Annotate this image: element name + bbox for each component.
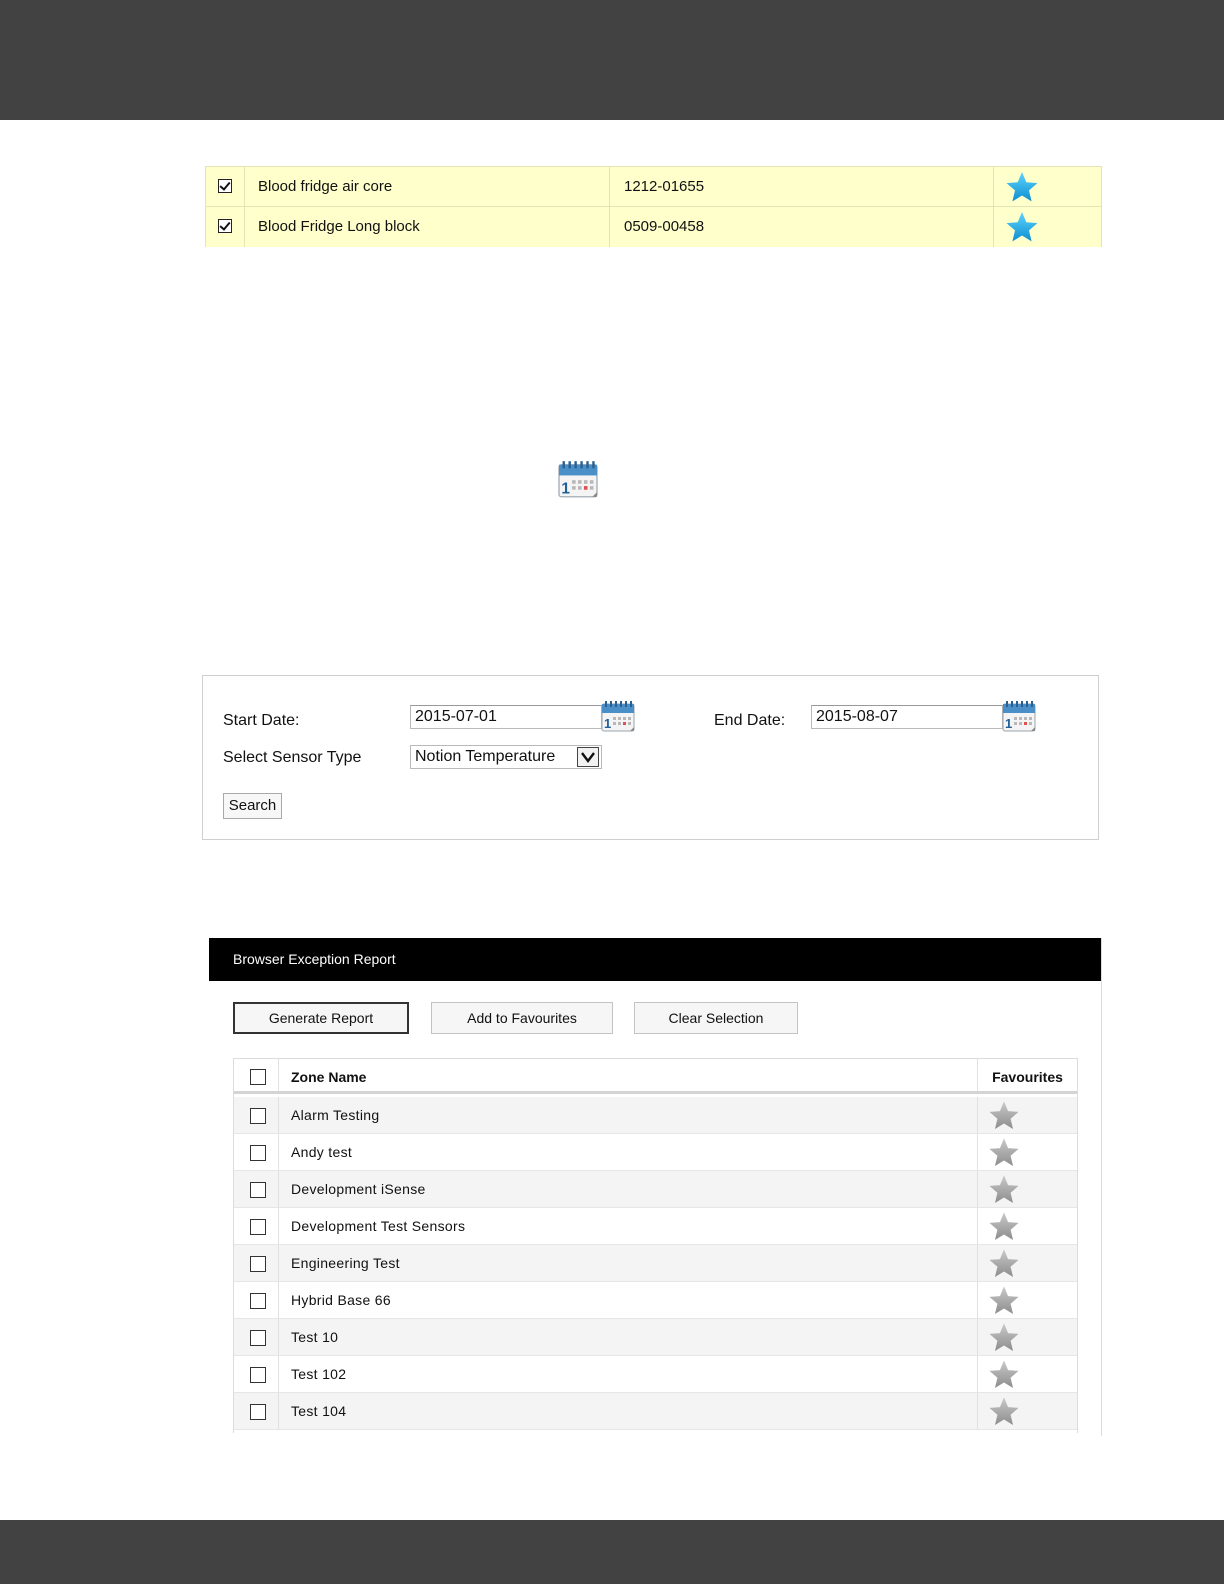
grey-star-icon[interactable] [988, 1174, 1020, 1205]
select-all-checkbox[interactable] [250, 1069, 266, 1085]
favourite-zones-table [205, 166, 1102, 247]
zone-name: Hybrid Base 66 [279, 1282, 978, 1318]
row-checkbox[interactable] [250, 1330, 266, 1346]
zone-name: Test 104 [279, 1393, 978, 1429]
column-header-favourites[interactable]: Favourites [992, 1069, 1063, 1085]
table-row [234, 1134, 1077, 1171]
blue-star-icon[interactable] [1005, 171, 1039, 203]
row-checkbox[interactable] [250, 1256, 266, 1272]
row-checkbox[interactable] [250, 1182, 266, 1198]
column-header-zone-name[interactable]: Zone Name [279, 1059, 978, 1091]
generate-report-button[interactable]: Generate Report [233, 1002, 409, 1034]
grey-star-icon[interactable] [988, 1396, 1020, 1427]
table-header [234, 1059, 1077, 1094]
end-date-label: End Date: [714, 712, 786, 729]
calendar-icon[interactable] [557, 460, 599, 498]
row-checkbox[interactable] [250, 1145, 266, 1161]
table-row [234, 1356, 1077, 1393]
start-date-input[interactable] [410, 705, 602, 729]
search-button[interactable]: Search [223, 793, 282, 819]
zone-name: Andy test [279, 1134, 978, 1170]
grey-star-icon[interactable] [988, 1285, 1020, 1316]
exception-report-panel [209, 938, 1102, 1436]
start-date-label: Start Date: [223, 712, 300, 729]
grey-star-icon[interactable] [988, 1248, 1020, 1279]
table-row [206, 167, 1101, 207]
report-title: Browser Exception Report [209, 938, 1101, 981]
table-row [234, 1245, 1077, 1282]
zone-name: Engineering Test [279, 1245, 978, 1281]
grey-star-icon[interactable] [988, 1100, 1020, 1131]
row-checkbox[interactable] [250, 1108, 266, 1124]
row-checkbox[interactable] [218, 179, 232, 193]
zone-name: Development Test Sensors [279, 1208, 978, 1244]
bottom-bar [0, 1520, 1224, 1584]
end-date-input[interactable] [811, 705, 1003, 729]
row-checkbox[interactable] [250, 1219, 266, 1235]
zone-name: Test 10 [279, 1319, 978, 1355]
row-checkbox[interactable] [250, 1293, 266, 1309]
add-to-favourites-button[interactable]: Add to Favourites [431, 1002, 613, 1034]
table-row [234, 1282, 1077, 1319]
start-date-calendar-icon[interactable] [601, 700, 635, 732]
sensor-type-select[interactable] [410, 745, 602, 769]
top-bar [0, 0, 1224, 120]
chevron-down-icon[interactable] [577, 747, 599, 767]
grey-star-icon[interactable] [988, 1322, 1020, 1353]
table-row [234, 1171, 1077, 1208]
zone-name: Development iSense [279, 1171, 978, 1207]
table-row [234, 1097, 1077, 1134]
row-checkbox[interactable] [250, 1404, 266, 1420]
zone-name: Blood fridge air core [245, 167, 610, 207]
search-panel [202, 675, 1099, 840]
grey-star-icon[interactable] [988, 1359, 1020, 1390]
end-date-calendar-icon[interactable] [1002, 700, 1036, 732]
zone-name: Alarm Testing [279, 1097, 978, 1133]
zone-table [233, 1058, 1078, 1433]
blue-star-icon[interactable] [1005, 211, 1039, 243]
sensor-id: 1212-01655 [610, 167, 994, 207]
sensor-id: 0509-00458 [610, 207, 994, 247]
table-row [206, 207, 1101, 247]
zone-name: Blood Fridge Long block [245, 207, 610, 247]
table-row [234, 1393, 1077, 1430]
sensor-type-value: Notion Temperature [415, 748, 556, 765]
row-checkbox[interactable] [250, 1367, 266, 1383]
clear-selection-button[interactable]: Clear Selection [634, 1002, 798, 1034]
row-checkbox[interactable] [218, 219, 232, 233]
table-row [234, 1208, 1077, 1245]
zone-name: Test 102 [279, 1356, 978, 1392]
table-row [234, 1319, 1077, 1356]
grey-star-icon[interactable] [988, 1211, 1020, 1242]
sensor-type-label: Select Sensor Type [223, 749, 362, 766]
grey-star-icon[interactable] [988, 1137, 1020, 1168]
